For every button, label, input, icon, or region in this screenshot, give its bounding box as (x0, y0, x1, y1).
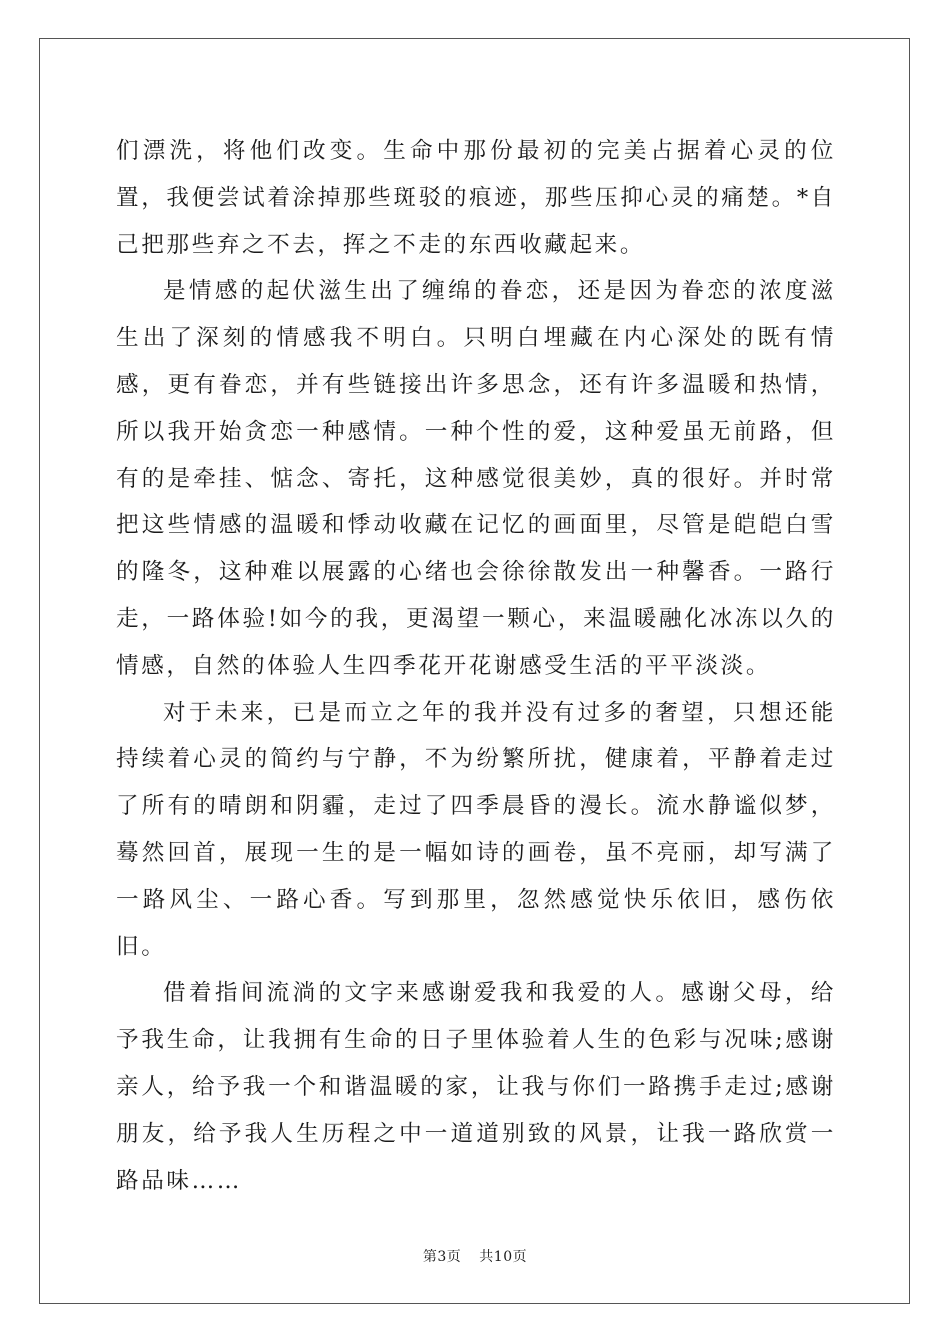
page-footer (0, 1246, 950, 1266)
paragraph-4: 借着指间流淌的文字来感谢爱我和我爱的人。感谢父母，给予我生命，让我拥有生命的日子里体验着人生的色彩与况味;感谢亲人，给予我一个和谐温暖的家，让我与你们一路携手走过;感谢朋友，给予我人生历程之中一道道别致的风景，让我一路欣赏一路品味…… (116, 980, 836, 1194)
paragraph-1: 们漂洗，将他们改变。生命中那份最初的完美占据着心灵的位置，我便尝试着涂掉那些斑驳的痕迹，那些压抑心灵的痛楚。*自己把那些弃之不去，挥之不走的东西收藏起来。 (116, 138, 836, 258)
paragraph-2: 是情感的起伏滋生出了缠绵的眷恋，还是因为眷恋的浓度滋生出了深刻的情感我不明白。只明白埋藏在内心深处的既有情感，更有眷恋，并有些链接出许多思念，还有许多温暖和热情，所以我开始贪恋一种感情。一种个性的爱，这种爱虽无前路，但有的是牵挂、惦念、寄托，这种感觉很美妙，真的很好。并时常把这些情感的温暖和悸动收藏在记忆的画面里，尽管是皑皑白雪的隆冬，这种难以展露的心绪也会徐徐散发出一种馨香。一路行走，一路体验!如今的我，更渴望一颗心，来温暖融化冰冻以久的情感，自然的体验人生四季花开花谢感受生活的平平淡淡。 (116, 278, 836, 679)
paragraph-3: 对于未来，已是而立之年的我并没有过多的奢望，只想还能持续着心灵的简约与宁静，不为纷繁所扰，健康着，平静着走过了所有的晴朗和阴霾，走过了四季晨昏的漫长。流水静谧似梦，蓦然回首，展现一生的是一幅如诗的画卷，虽不亮丽，却写满了一路风尘、一路心香。写到那里，忽然感觉快乐依旧，感伤依旧。 (116, 699, 836, 960)
page-number-current: 第3页 (422, 1249, 462, 1265)
document-body (116, 128, 836, 1204)
page-number-total: 共10页 (479, 1249, 528, 1265)
